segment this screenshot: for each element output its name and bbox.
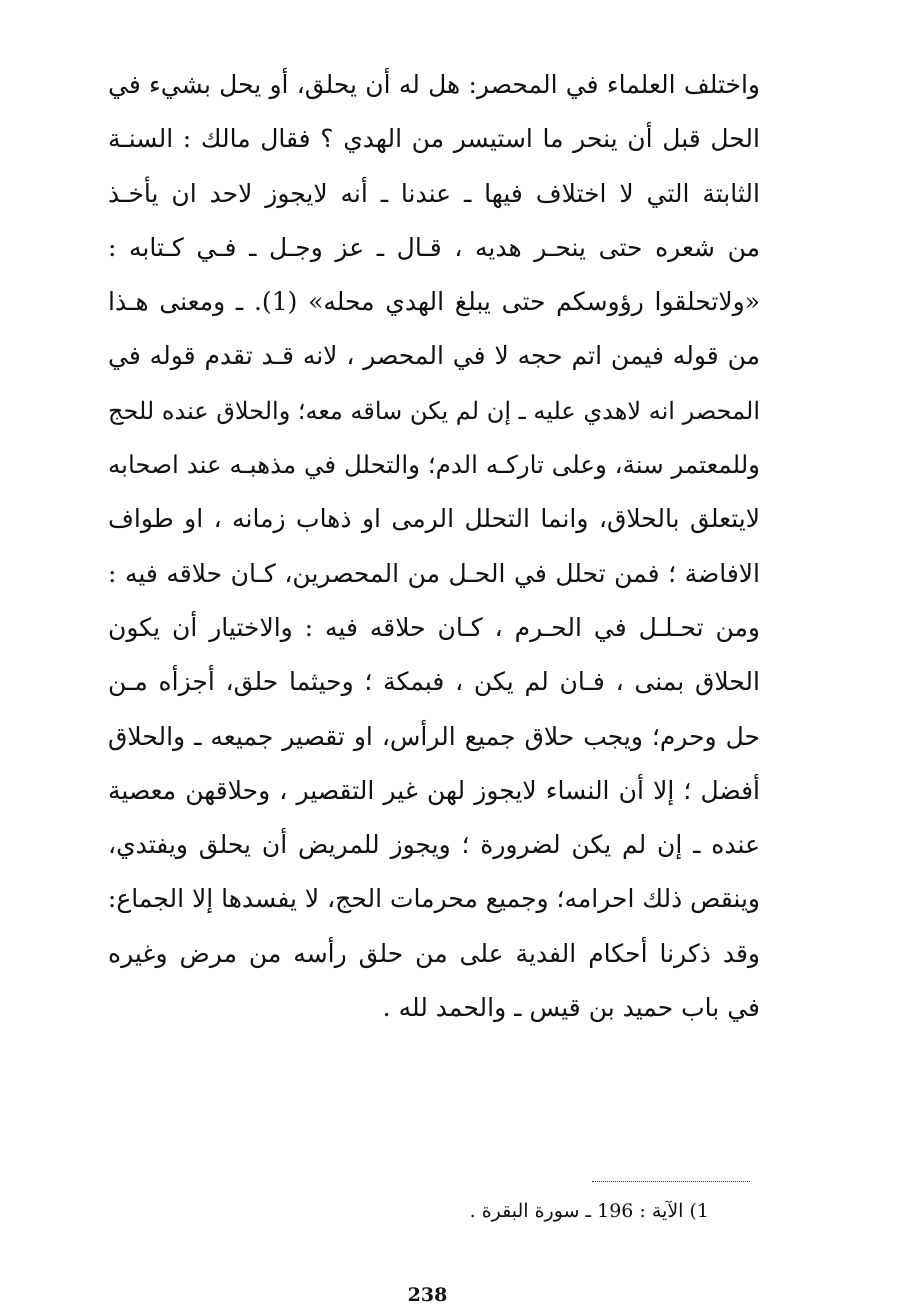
text-line: من قوله فيمن اتم حجه لا في المحصر ، لانه قـد تقدم قوله في bbox=[108, 341, 760, 371]
page-number: 238 bbox=[407, 1284, 448, 1306]
text-line: وللمعتمر سنة، وعلى تاركـه الدم؛ والتحلل في مذهبـه عند اصحابه bbox=[108, 450, 760, 480]
text-line: واختلف العلماء في المحصر: هل له أن يحلق، أو يحل بشيء في bbox=[108, 70, 760, 99]
text-line: من شعره حتى ينحـر هديه ، قـال ـ عز وجـل ـ فـي كـتابه : bbox=[108, 232, 760, 262]
text-line: في باب حميد بن قيس ـ والحمد لله . bbox=[382, 993, 760, 1023]
text-line: حل وحرم؛ ويجب حلاق جميع الرأس، او تقصير جميعه ـ والحلاق bbox=[108, 721, 760, 751]
text-line: وينقص ذلك احرامه؛ وجميع محرمات الحج، لا يفسدها إلا الجماع: bbox=[107, 884, 760, 914]
footnote: 1) الآية : 196 ـ سورة البقرة . bbox=[469, 1200, 709, 1222]
body-text bbox=[108, 58, 760, 1035]
text-line: المحصر انه لاهدي عليه ـ إن لم يكن ساقه معه؛ والحلاق عنده للحج bbox=[108, 396, 760, 425]
text-line: عنده ـ إن لم يكن لضرورة ؛ ويجوز للمريض أن يحلق ويفتدي، bbox=[108, 830, 760, 860]
text-line: ومن تحـلـل في الحـرم ، كـان حلاقه فيه : والاختيار أن يكون bbox=[108, 612, 760, 642]
footnote-separator bbox=[592, 1181, 750, 1182]
text-line: الحل قبل أن ينحر ما استيسر من الهدي ؟ فقال مالك : السنـة bbox=[108, 124, 760, 154]
text-line: لايتعلق بالحلاق، وانما التحلل الرمى او ذهاب زمانه ، او طواف bbox=[108, 504, 760, 534]
text-line: وقد ذكرنا أحكام الفدية على من حلق رأسه من مرض وغيره bbox=[108, 938, 760, 968]
text-line: الحلاق بمنى ، فـان لم يكن ، فبمكة ؛ وحيثما حلق، أجزأه مـن bbox=[108, 667, 760, 697]
text-line: أفضل ؛ إلا أن النساء لايجوز لهن غير التقصير ، وحلاقهن معصية bbox=[108, 775, 760, 805]
text-line: الافاضة ؛ فمن تحلل في الحـل من المحصرين، كـان حلاقه فيه : bbox=[108, 558, 760, 588]
text-line: الثابتة التي لا اختلاف فيها ـ عندنا ـ أنه لايجوز لاحد ان يأخـذ bbox=[108, 178, 760, 208]
text-line: «ولاتحلقوا رؤوسكم حتى يبلغ الهدي محله» (1). ـ ومعنى هـذا bbox=[108, 287, 760, 317]
